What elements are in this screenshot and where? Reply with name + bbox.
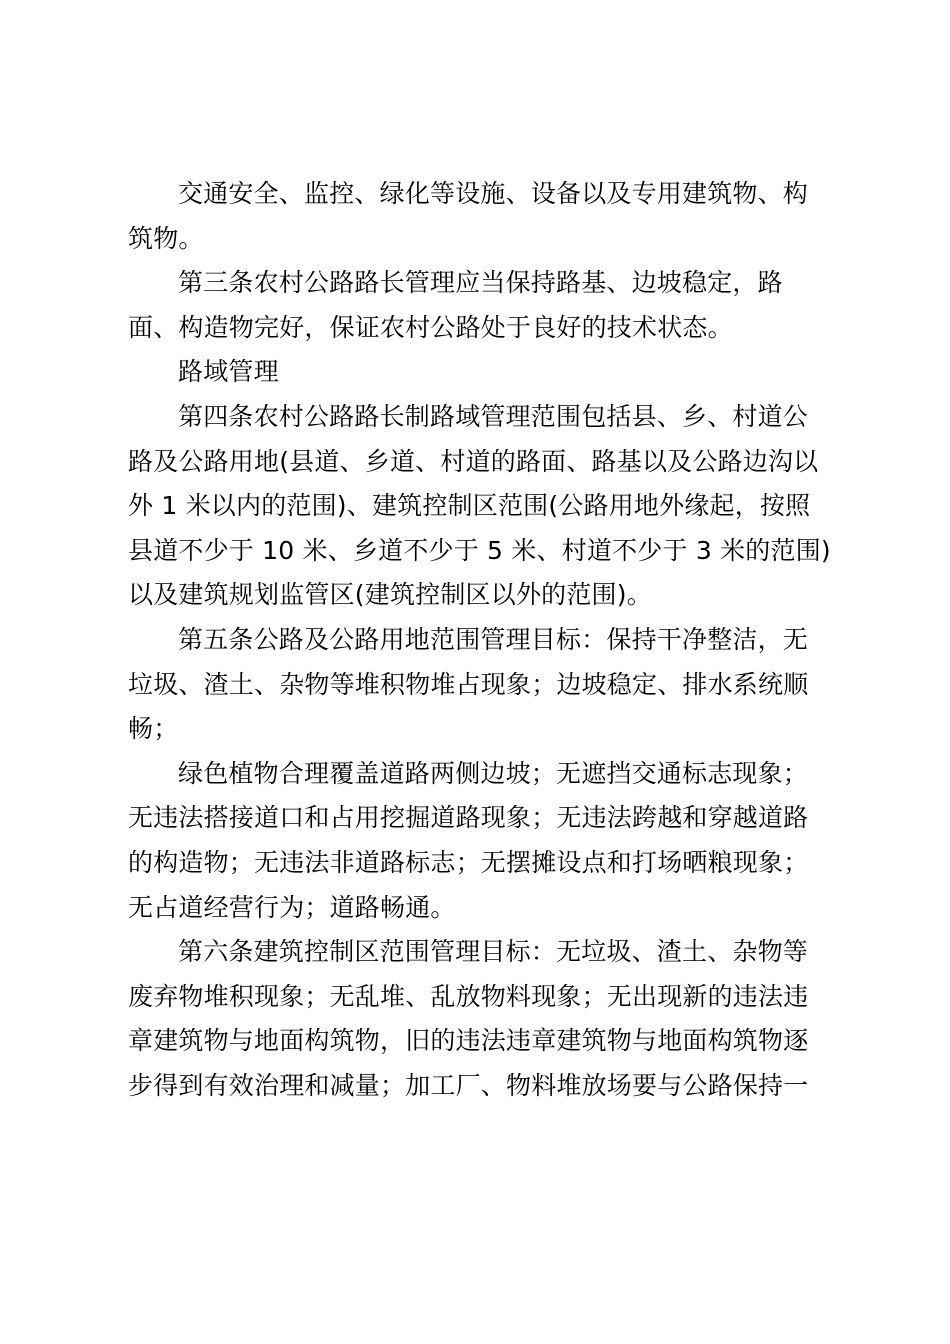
text-line: 县道不少于 10 米、乡道不少于 5 米、村道不少于 3 米的范围) bbox=[128, 535, 831, 565]
text-line: 畅； bbox=[128, 714, 179, 744]
text-line: 交通安全、监控、绿化等设施、设备以及专用建筑物、构 bbox=[178, 179, 809, 208]
paragraph-article-6 bbox=[128, 930, 828, 1108]
section-title: 路域管理 bbox=[178, 357, 279, 387]
text-line: 废弃物堆积现象；无乱堆、乱放物料现象；无出现新的违法违 bbox=[128, 981, 809, 1011]
paragraph-article-3 bbox=[128, 261, 828, 350]
text-line: 以及建筑规划监管区(建筑控制区以外的范围)。 bbox=[128, 580, 652, 610]
paragraph-article-4 bbox=[128, 395, 831, 618]
text-line: 无违法搭接道口和占用挖掘道路现象；无违法跨越和穿越道路 bbox=[128, 803, 809, 833]
section-heading bbox=[128, 350, 828, 395]
text-line: 无占道经营行为；道路畅通。 bbox=[128, 892, 456, 922]
text-line: 第六条建筑控制区范围管理目标：无垃圾、渣土、杂物等 bbox=[178, 937, 809, 967]
text-line: 第四条农村公路路长制路域管理范围包括县、乡、村道公 bbox=[178, 401, 809, 431]
text-line: 第五条公路及公路用地范围管理目标：保持干净整洁，无 bbox=[178, 624, 809, 654]
paragraph-green-plants bbox=[128, 752, 828, 930]
text-line: 外 1 米以内的范围)、建筑控制区范围(公路用地外缘起，按照 bbox=[128, 491, 811, 521]
text-line: 面、构造物完好，保证农村公路处于良好的技术状态。 bbox=[128, 312, 733, 342]
text-line: 绿色植物合理覆盖道路两侧边坡；无遮挡交通标志现象； bbox=[178, 758, 809, 788]
text-line: 筑物。 bbox=[128, 223, 204, 253]
document-body bbox=[128, 172, 831, 1108]
text-line: 第三条农村公路路长管理应当保持路基、边坡稳定，路 bbox=[178, 268, 783, 298]
paragraph-facilities bbox=[128, 172, 828, 261]
text-line: 步得到有效治理和减量；加工厂、物料堆放场要与公路保持一 bbox=[128, 1070, 809, 1100]
text-line: 的构造物；无违法非道路标志；无摆摊设点和打场晒粮现象； bbox=[128, 847, 809, 877]
text-line: 路及公路用地(县道、乡道、村道的路面、路基以及公路边沟以 bbox=[128, 446, 819, 476]
text-line: 垃圾、渣土、杂物等堆积物堆占现象；边坡稳定、排水系统顺 bbox=[128, 669, 809, 699]
text-line: 章建筑物与地面构筑物，旧的违法违章建筑物与地面构筑物逐 bbox=[128, 1026, 809, 1056]
paragraph-article-5 bbox=[128, 618, 828, 752]
